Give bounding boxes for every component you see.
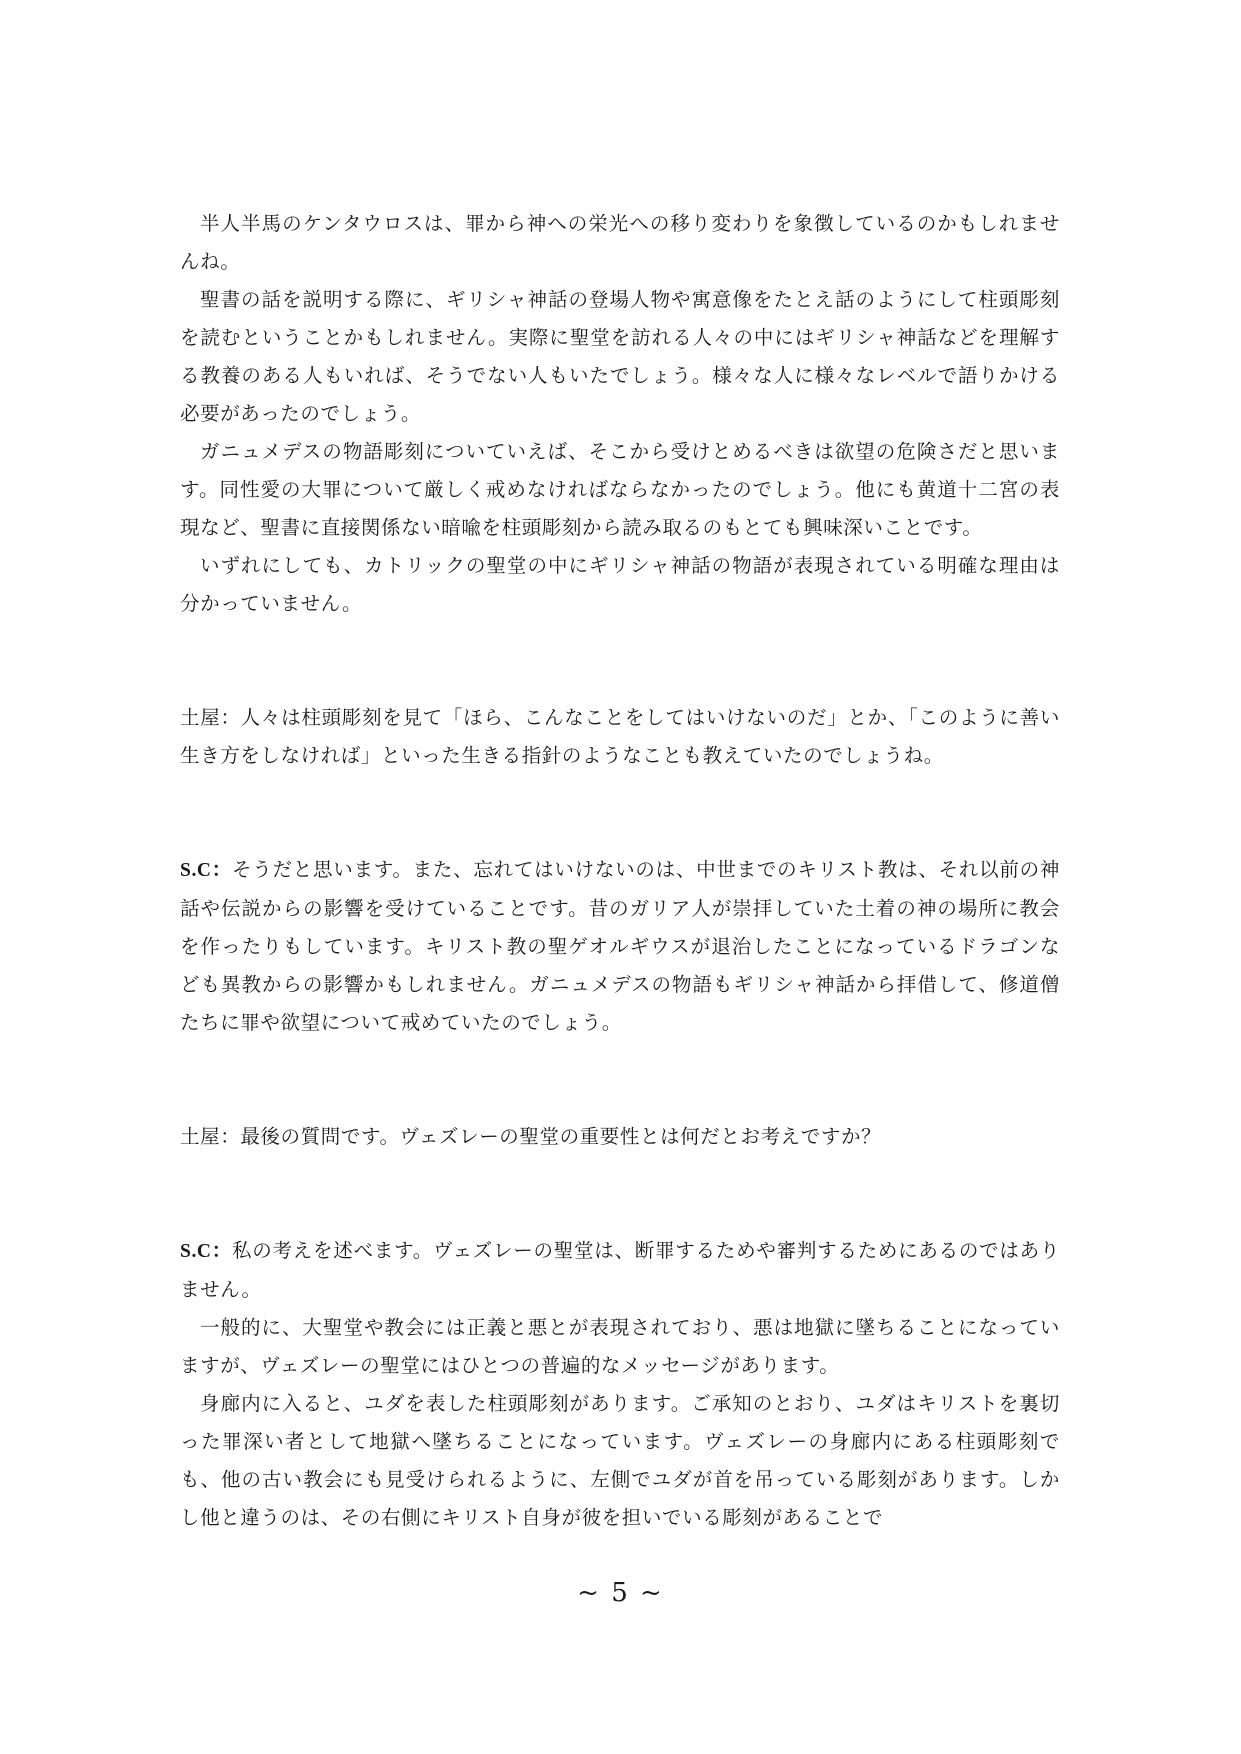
speaker-sc: S.C： [180,1241,233,1262]
section-spacer [180,1156,1060,1232]
section-spacer [180,623,1060,699]
paragraph-judas-capital: 身廊内に入ると、ユダを表した柱頭彫刻があります。ご承知のとおり、ユダはキリストを裏切った罪深い者として地獄へ墜ちることになっています。ヴェズレーの身廊内にある柱頭彫刻でも、他の古い教会にも見受けられるように、左側でユダが首を吊っている彫刻があります。しかし他と違うのは、その右側にキリスト自身が彼を担いでいる彫刻があることで [180,1392,1060,1529]
page-number: ~ 5 ~ [577,1578,664,1608]
speaker-tsuchiya: 土屋： [180,1125,241,1148]
question-paragraph-1 [180,699,1060,775]
speaker-tsuchiya: 土屋： [180,706,241,729]
paragraph-justice-evil: 一般的に、大聖堂や教会には正義と悪とが表現されており、悪は地獄に墜ちることになっていますが、ヴェズレーの聖堂にはひとつの普遍的なメッセージがあります。 [180,1316,1060,1377]
answer-paragraph-1 [180,851,1060,1042]
document-body [180,205,1060,1537]
question-paragraph-2 [180,1118,1060,1156]
answer-text-1: そうだと思います。また、忘れてはいけないのは、中世までのキリスト教は、それ以前の神話や伝説からの影響を受けていることです。昔のガリア人が崇拝していた土着の神の場所に教会を作ったりもしています。キリスト教の聖ゲオルギウスが退治したことになっているドラゴンなども異教からの影響かもしれません。ガニュメデスの物語もギリシャ神話から拝借して、修道僧たちに罪や欲望について戒めていたのでしょう。 [180,858,1060,1034]
paragraph-greek-myth-reason: いずれにしても、カトリックの聖堂の中にギリシャ神話の物語が表現されている明確な理由は分かっていません。 [180,554,1060,615]
paragraph-ganymede: ガニュメデスの物語彫刻についていえば、そこから受けとめるべきは欲望の危険さだと思います。同性愛の大罪について厳しく戒めなければならなかったのでしょう。他にも黄道十二宮の表現など、聖書に直接関係ない暗喩を柱頭彫刻から読み取るのもとても興味深いことです。 [180,440,1060,539]
answer-paragraph-2 [180,1232,1060,1309]
section-spacer [180,1042,1060,1118]
paragraph-centaur: 半人半馬のケンタウロスは、罪から神への栄光への移り変わりを象徴しているのかもしれませんね。 [180,212,1060,273]
question-text-1: 人々は柱頭彫刻を見て「ほら、こんなことをしてはいけないのだ」とか、「このように善い生き方をしなければ」といった生きる指針のようなことも教えていたのでしょうね。 [180,706,1060,767]
section-spacer [180,775,1060,851]
question-text-2: 最後の質問です。ヴェズレーの聖堂の重要性とは何だとお考えですか？ [240,1125,882,1148]
speaker-sc: S.C： [180,860,232,881]
paragraph-bible-parables: 聖書の話を説明する際に、ギリシャ神話の登場人物や寓意像をたとえ話のようにして柱頭彫刻を読むということかもしれません。実際に聖堂を訪れる人々の中にはギリシャ神話などを理解する教養のある人もいれば、そうでない人もいたでしょう。様々な人に様々なレベルで語りかける必要があったのでしょう。 [180,288,1060,425]
answer-text-2: 私の考えを述べます。ヴェズレーの聖堂は、断罪するためや審判するためにあるのではありません。 [180,1239,1060,1301]
